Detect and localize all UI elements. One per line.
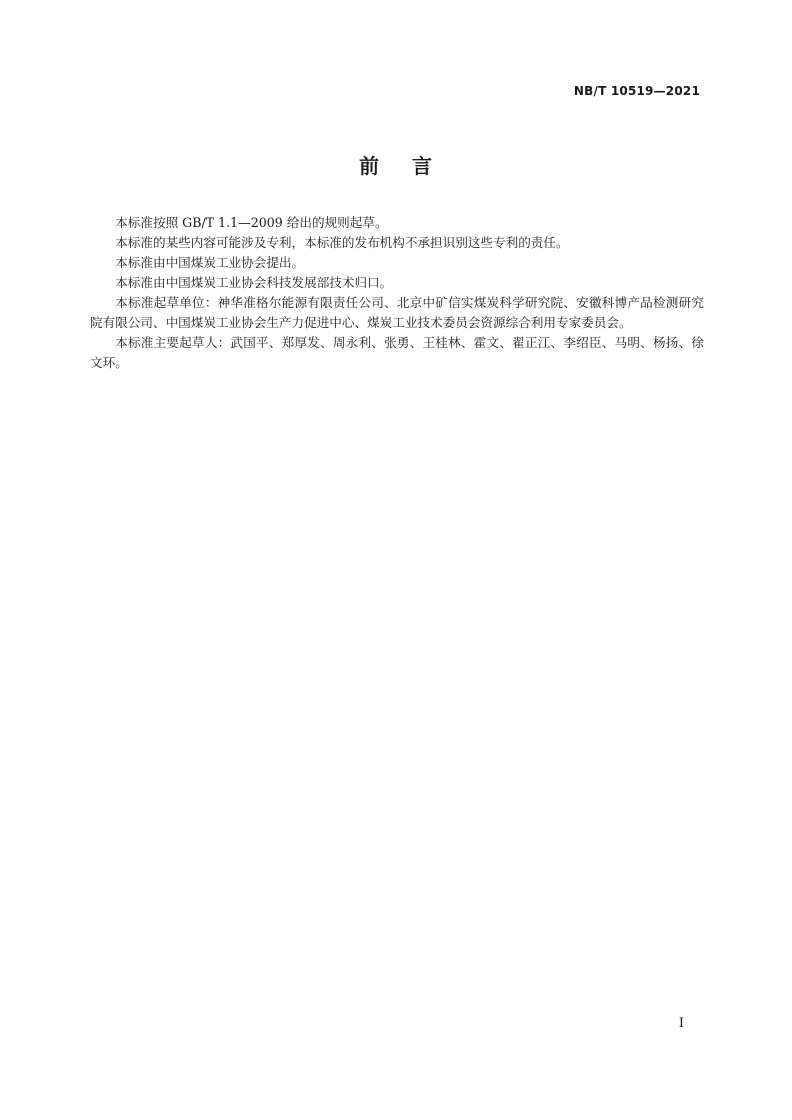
paragraph-drafters: 本标准主要起草人：武国平、郑厚发、周永利、张勇、王桂林、霍文、翟正江、李绍臣、马明、杨扬、徐文环。 xyxy=(90,335,704,370)
paragraph-technical-authority: 本标准由中国煤炭工业协会科技发展部技术归口。 xyxy=(115,275,393,290)
standard-number: NB/T 10519—2021 xyxy=(573,84,700,98)
foreword-body xyxy=(90,213,704,373)
page-number: I xyxy=(678,1016,684,1031)
page-title: 前 言 xyxy=(359,154,433,178)
paragraph-drafting-units: 本标准起草单位：神华准格尔能源有限责任公司、北京中矿信实煤炭科学研究院、安徽科博产品检测研究院有限公司、中国煤炭工业协会生产力促进中心、煤炭工业技术委员会资源综合利用专家委员会。 xyxy=(90,295,704,330)
paragraph-proposer: 本标准由中国煤炭工业协会提出。 xyxy=(115,255,305,270)
paragraph-drafting-rules: 本标准按照 GB/T 1.1—2009 给出的规则起草。 xyxy=(115,215,388,230)
paragraph-patent-notice: 本标准的某些内容可能涉及专利，本标准的发布机构不承担识别这些专利的责任。 xyxy=(115,235,569,250)
